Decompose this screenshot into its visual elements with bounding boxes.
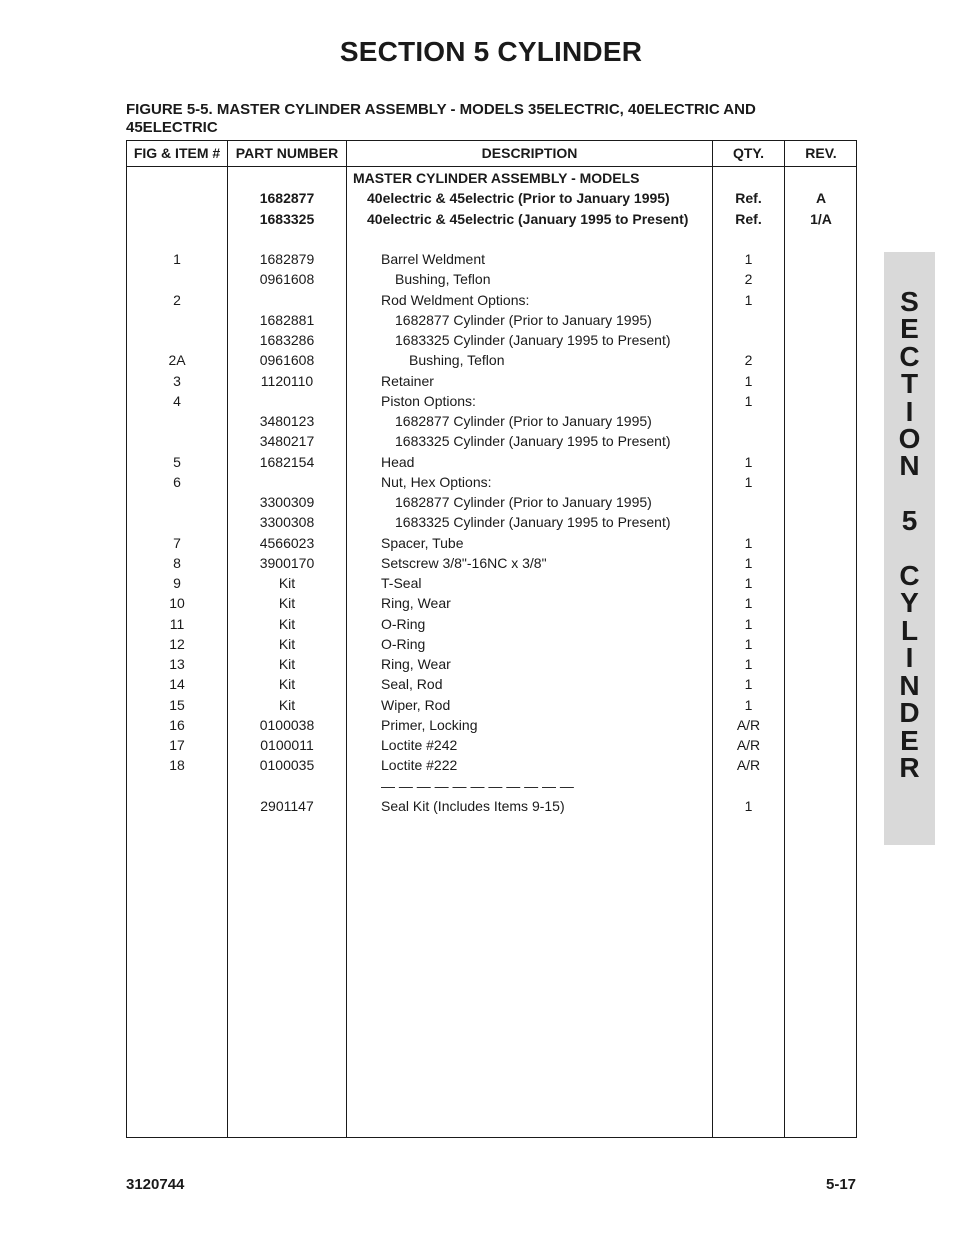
fig-item-cell: 7 (173, 534, 181, 551)
header-qty: QTY. (732, 145, 765, 161)
table-row (127, 350, 856, 370)
fig-item-cell: 18 (169, 757, 185, 774)
description-cell: Spacer, Tube (381, 534, 464, 551)
table-row (127, 290, 856, 310)
fig-item-cell: 12 (169, 635, 185, 652)
qty-cell: 1 (744, 392, 753, 409)
parts-table (126, 140, 857, 1138)
side-tab-letter: D (899, 697, 920, 729)
qty-cell: A/R (736, 737, 761, 753)
description-cell: 1682877 Cylinder (Prior to January 1995) (395, 413, 652, 429)
side-tab-letter: C (899, 560, 920, 592)
header-description: DESCRIPTION (481, 145, 578, 161)
description-cell: 1683325 Cylinder (January 1995 to Present) (395, 332, 671, 348)
side-tab-letter: T (900, 368, 919, 400)
header-divider (127, 166, 856, 167)
description-cell: MASTER CYLINDER ASSEMBLY - MODELS (353, 170, 640, 186)
description-cell: Loctite #222 (381, 757, 458, 774)
qty-cell: 1 (744, 291, 753, 308)
qty-cell: 1 (744, 615, 753, 632)
table-row (127, 796, 856, 816)
description-cell: Wiper, Rod (381, 696, 451, 713)
qty-cell: 1 (744, 534, 753, 551)
qty-cell: A/R (736, 757, 761, 774)
part-number-cell: 0100035 (259, 757, 315, 774)
part-number-cell: 0100011 (260, 737, 314, 753)
part-number-cell: 1682879 (259, 251, 315, 267)
side-tab-letter: E (900, 724, 919, 756)
part-number-cell: 3480217 (259, 433, 315, 450)
table-row (127, 553, 856, 573)
table-row (127, 330, 856, 350)
table-row (127, 310, 856, 330)
rev-cell: A (815, 190, 827, 207)
side-tab-letter: C (899, 340, 920, 372)
part-number-cell: 3480123 (259, 413, 315, 429)
table-row (127, 249, 856, 269)
table-row (127, 411, 856, 431)
fig-item-cell: 1 (173, 251, 181, 267)
table-row (127, 573, 856, 593)
table-row (127, 371, 856, 391)
table-row (127, 269, 856, 289)
table-row (127, 452, 856, 472)
qty-cell: 1 (744, 676, 753, 693)
table-row (127, 776, 856, 796)
qty-cell: 1 (744, 696, 753, 713)
description-cell: 1683325 Cylinder (January 1995 to Present) (395, 514, 671, 531)
side-tab-letter: S (900, 286, 919, 317)
description-cell: Piston Options: (381, 392, 476, 409)
description-cell: Head (381, 453, 415, 470)
description-cell: O-Ring (381, 635, 426, 652)
description-cell: Barrel Weldment (381, 251, 486, 267)
qty-cell: Ref. (735, 190, 762, 207)
qty-cell: 1 (744, 554, 753, 571)
fig-item-cell: 16 (169, 716, 185, 733)
fig-item-cell: 3 (173, 372, 181, 389)
fig-item-cell: 13 (169, 656, 185, 672)
document-number: 3120744 (126, 1176, 185, 1193)
qty-cell: 1 (744, 656, 753, 672)
qty-cell: A/R (736, 716, 761, 733)
part-number-cell: 1120110 (260, 372, 314, 389)
table-row (127, 512, 856, 532)
part-number-cell: 1682881 (259, 311, 315, 328)
part-number-cell: Kit (278, 615, 296, 632)
fig-item-cell: 2 (173, 291, 181, 308)
side-tab-letter: R (899, 751, 920, 783)
description-cell: Seal, Rod (381, 676, 443, 693)
qty-cell: 1 (744, 453, 753, 470)
table-row (127, 654, 856, 674)
table-row (127, 209, 856, 229)
table-row (127, 472, 856, 492)
description-cell: Rod Weldment Options: (381, 291, 530, 308)
description-cell: Primer, Locking (381, 716, 478, 733)
part-number-cell: 3300308 (259, 514, 315, 531)
qty-cell: 1 (744, 595, 753, 612)
description-cell: 40electric & 45electric (January 1995 to Present) (367, 210, 689, 227)
side-tab-letter: L (900, 614, 919, 646)
qty-cell: Ref. (735, 210, 762, 227)
description-cell: 40electric & 45electric (Prior to January 1995) (367, 190, 670, 207)
part-number-cell: 3900170 (259, 554, 315, 571)
fig-item-cell: 15 (169, 696, 185, 713)
table-row (127, 492, 856, 512)
fig-item-cell: 6 (173, 473, 181, 490)
table-row (127, 755, 856, 775)
part-number-cell: Kit (278, 595, 296, 612)
part-number-cell: Kit (278, 575, 296, 591)
qty-cell: 2 (744, 271, 753, 288)
page-title: SECTION 5 CYLINDER (339, 36, 643, 67)
table-row (127, 735, 856, 755)
table-row (127, 431, 856, 451)
side-tab-letter: Y (900, 587, 919, 619)
description-cell: Ring, Wear (381, 595, 451, 612)
qty-cell: 1 (744, 635, 753, 652)
part-number-cell: 0961608 (259, 352, 315, 369)
table-row (127, 391, 856, 411)
fig-item-cell: 9 (173, 575, 181, 591)
part-number-cell: 1683325 (259, 210, 315, 227)
side-tab-letter: O (898, 423, 921, 455)
part-number-cell: 3300309 (259, 494, 315, 510)
part-number-cell: 4566023 (259, 534, 315, 551)
table-row (127, 634, 856, 654)
description-cell: Setscrew 3/8"-16NC x 3/8" (381, 554, 547, 571)
side-tab-letter: 5 (901, 505, 918, 537)
fig-item-cell: 14 (169, 676, 185, 693)
side-tab-letter (884, 480, 935, 507)
part-number-cell: 1683286 (259, 332, 315, 348)
fig-item-cell: 4 (173, 392, 181, 409)
header-fig-item: FIG & ITEM # (133, 145, 221, 161)
fig-item-cell: 2A (168, 352, 186, 369)
description-cell: Seal Kit (Includes Items 9-15) (381, 797, 565, 814)
description-cell: Nut, Hex Options: (381, 473, 492, 490)
side-tab-letter: E (900, 313, 919, 345)
description-cell: — — — — — — — — — — — (381, 777, 574, 794)
table-row (127, 614, 856, 634)
qty-cell: 1 (744, 797, 753, 814)
description-cell: Bushing, Teflon (409, 352, 505, 369)
description-cell: Retainer (381, 372, 434, 389)
description-cell: O-Ring (381, 615, 426, 632)
part-number-cell: 0100038 (259, 716, 315, 733)
table-row (127, 533, 856, 553)
part-number-cell: 1682154 (259, 453, 315, 470)
table-row (127, 168, 856, 188)
table-row (127, 715, 856, 735)
description-cell: Loctite #242 (381, 737, 458, 753)
description-cell: T-Seal (381, 575, 422, 591)
side-tab-letter: N (899, 669, 920, 701)
part-number-cell: 0961608 (259, 271, 315, 288)
description-cell: 1683325 Cylinder (January 1995 to Present) (395, 433, 671, 450)
header-part-number: PART NUMBER (235, 145, 339, 161)
part-number-cell: Kit (278, 656, 296, 672)
table-body (127, 168, 856, 816)
fig-item-cell: 5 (173, 453, 181, 470)
table-row (127, 188, 856, 208)
fig-item-cell: 11 (169, 615, 185, 632)
part-number-cell: 2901147 (260, 797, 314, 814)
side-tab-letter (884, 535, 935, 562)
part-number-cell: Kit (278, 676, 296, 693)
qty-cell: 2 (744, 352, 753, 369)
description-cell: 1682877 Cylinder (Prior to January 1995) (395, 311, 652, 328)
table-row (127, 229, 856, 249)
part-number-cell: Kit (278, 635, 296, 652)
side-tab-letter: I (905, 642, 914, 674)
fig-item-cell: 17 (169, 737, 185, 753)
rev-cell: 1/A (810, 210, 832, 227)
table-row (127, 674, 856, 694)
fig-item-cell: 8 (173, 554, 181, 571)
description-cell: Ring, Wear (381, 656, 451, 672)
header-rev: REV. (805, 145, 837, 161)
figure-caption: FIGURE 5-5. MASTER CYLINDER ASSEMBLY - MODELS 35ELECTRIC, 40ELECTRIC AND 45ELECTRIC (126, 101, 756, 136)
qty-cell: 1 (744, 473, 753, 490)
qty-cell: 1 (744, 575, 753, 591)
side-tab-letters (884, 288, 935, 781)
side-tab-letter: I (905, 395, 914, 427)
description-cell: 1682877 Cylinder (Prior to January 1995) (395, 494, 652, 510)
description-cell: Bushing, Teflon (395, 271, 491, 288)
part-number-cell: 1682877 (259, 190, 315, 207)
fig-item-cell: 10 (169, 595, 185, 612)
part-number-cell: Kit (278, 696, 296, 713)
qty-cell: 1 (744, 251, 753, 267)
table-row (127, 593, 856, 613)
qty-cell: 1 (744, 372, 753, 389)
page-number: 5-17 (826, 1176, 857, 1193)
side-tab-letter: N (899, 450, 920, 482)
table-row (127, 695, 856, 715)
section-side-tab (884, 252, 935, 845)
